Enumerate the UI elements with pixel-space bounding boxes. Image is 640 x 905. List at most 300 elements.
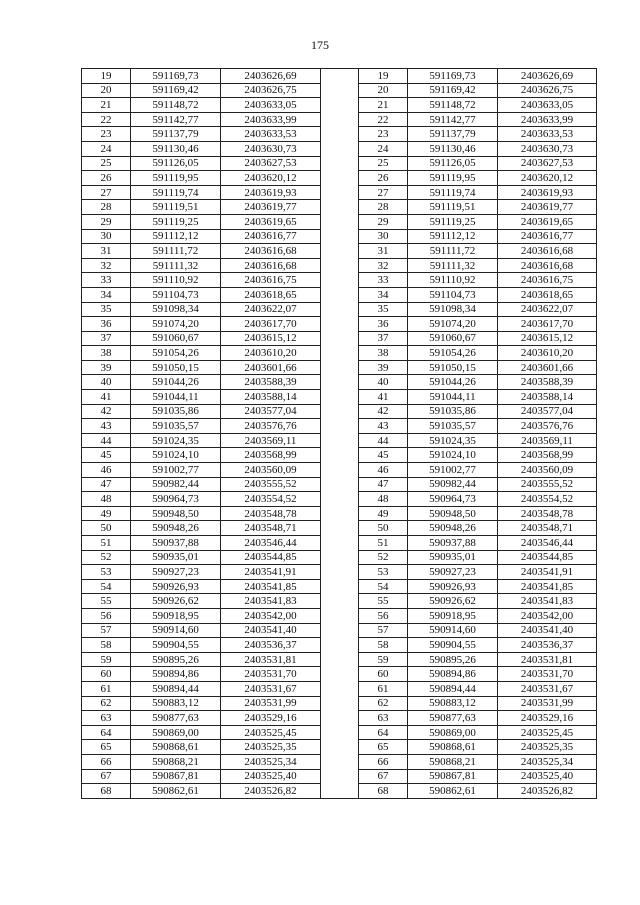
right-point-number: 49 — [359, 506, 408, 521]
right-coord-x: 591044,11 — [408, 390, 498, 405]
right-point-number: 62 — [359, 696, 408, 711]
right-coord-x: 591035,86 — [408, 404, 498, 419]
column-gap — [321, 550, 359, 565]
table-row — [82, 258, 597, 273]
right-coord-x: 590894,86 — [408, 667, 498, 682]
table-row — [82, 477, 597, 492]
left-coord-y: 2403541,85 — [221, 579, 321, 594]
left-coord-x: 591119,95 — [131, 171, 221, 186]
table-row — [82, 579, 597, 594]
left-coord-y: 2403576,76 — [221, 419, 321, 434]
left-coord-x: 590904,55 — [131, 638, 221, 653]
right-coord-y: 2403616,75 — [498, 273, 597, 288]
right-coord-y: 2403620,12 — [498, 171, 597, 186]
right-coord-x: 590964,73 — [408, 492, 498, 507]
table-row — [82, 317, 597, 332]
right-coord-y: 2403601,66 — [498, 360, 597, 375]
left-point-number: 31 — [82, 244, 131, 259]
right-coord-x: 590927,23 — [408, 565, 498, 580]
left-coord-x: 590894,86 — [131, 667, 221, 682]
right-point-number: 31 — [359, 244, 408, 259]
left-coord-x: 591098,34 — [131, 302, 221, 317]
left-coord-x: 591169,42 — [131, 83, 221, 98]
left-coord-y: 2403616,68 — [221, 258, 321, 273]
right-coord-x: 590868,21 — [408, 754, 498, 769]
right-point-number: 45 — [359, 448, 408, 463]
right-coord-x: 591169,73 — [408, 69, 498, 84]
left-coord-x: 590914,60 — [131, 623, 221, 638]
left-coord-y: 2403525,45 — [221, 725, 321, 740]
left-point-number: 55 — [82, 594, 131, 609]
right-point-number: 19 — [359, 69, 408, 84]
left-coord-x: 590927,23 — [131, 565, 221, 580]
left-coord-y: 2403546,44 — [221, 536, 321, 551]
table-row — [82, 521, 597, 536]
left-point-number: 36 — [82, 317, 131, 332]
right-point-number: 66 — [359, 754, 408, 769]
table-row — [82, 83, 597, 98]
right-coord-y: 2403617,70 — [498, 317, 597, 332]
right-point-number: 68 — [359, 784, 408, 799]
left-point-number: 58 — [82, 638, 131, 653]
right-coord-y: 2403526,82 — [498, 784, 597, 799]
column-gap — [321, 594, 359, 609]
right-coord-y: 2403560,09 — [498, 463, 597, 478]
right-coord-y: 2403618,65 — [498, 287, 597, 302]
right-coord-x: 590948,26 — [408, 521, 498, 536]
column-gap — [321, 784, 359, 799]
left-point-number: 20 — [82, 83, 131, 98]
right-point-number: 48 — [359, 492, 408, 507]
left-point-number: 23 — [82, 127, 131, 142]
left-coord-x: 590869,00 — [131, 725, 221, 740]
left-point-number: 42 — [82, 404, 131, 419]
column-gap — [321, 346, 359, 361]
left-coord-y: 2403617,70 — [221, 317, 321, 332]
column-gap — [321, 521, 359, 536]
left-coord-y: 2403560,09 — [221, 463, 321, 478]
table-row — [82, 696, 597, 711]
left-coord-y: 2403619,93 — [221, 185, 321, 200]
left-coord-x: 591111,72 — [131, 244, 221, 259]
left-coord-x: 591002,77 — [131, 463, 221, 478]
right-coord-y: 2403525,40 — [498, 769, 597, 784]
right-coord-x: 590935,01 — [408, 550, 498, 565]
table-row — [82, 302, 597, 317]
right-point-number: 39 — [359, 360, 408, 375]
left-coord-y: 2403630,73 — [221, 141, 321, 156]
right-coord-y: 2403525,35 — [498, 740, 597, 755]
left-point-number: 29 — [82, 214, 131, 229]
left-point-number: 53 — [82, 565, 131, 580]
right-coord-y: 2403568,99 — [498, 448, 597, 463]
left-coord-y: 2403544,85 — [221, 550, 321, 565]
right-coord-x: 590918,95 — [408, 608, 498, 623]
left-coord-y: 2403542,00 — [221, 608, 321, 623]
right-coord-x: 591130,46 — [408, 141, 498, 156]
column-gap — [321, 711, 359, 726]
table-row — [82, 112, 597, 127]
table-row — [82, 273, 597, 288]
right-coord-y: 2403588,39 — [498, 375, 597, 390]
left-point-number: 35 — [82, 302, 131, 317]
left-coord-y: 2403529,16 — [221, 711, 321, 726]
table-row — [82, 98, 597, 113]
left-coord-x: 591126,05 — [131, 156, 221, 171]
right-coord-y: 2403531,99 — [498, 696, 597, 711]
right-coord-x: 590937,88 — [408, 536, 498, 551]
right-coord-x: 591148,72 — [408, 98, 498, 113]
left-coord-y: 2403633,05 — [221, 98, 321, 113]
right-coord-x: 591050,15 — [408, 360, 498, 375]
right-coord-y: 2403542,00 — [498, 608, 597, 623]
right-point-number: 61 — [359, 681, 408, 696]
left-point-number: 33 — [82, 273, 131, 288]
right-point-number: 34 — [359, 287, 408, 302]
left-point-number: 37 — [82, 331, 131, 346]
left-coord-x: 591044,11 — [131, 390, 221, 405]
right-coord-x: 590926,62 — [408, 594, 498, 609]
right-coord-x: 591119,95 — [408, 171, 498, 186]
left-point-number: 63 — [82, 711, 131, 726]
column-gap — [321, 331, 359, 346]
right-coord-x: 590914,60 — [408, 623, 498, 638]
left-coord-y: 2403531,67 — [221, 681, 321, 696]
table-row — [82, 171, 597, 186]
left-coord-y: 2403548,71 — [221, 521, 321, 536]
table-row — [82, 565, 597, 580]
right-point-number: 67 — [359, 769, 408, 784]
right-coord-y: 2403622,07 — [498, 302, 597, 317]
column-gap — [321, 258, 359, 273]
right-point-number: 33 — [359, 273, 408, 288]
column-gap — [321, 652, 359, 667]
column-gap — [321, 740, 359, 755]
left-point-number: 57 — [82, 623, 131, 638]
right-coord-y: 2403531,81 — [498, 652, 597, 667]
left-point-number: 24 — [82, 141, 131, 156]
column-gap — [321, 127, 359, 142]
column-gap — [321, 214, 359, 229]
right-coord-x: 591112,12 — [408, 229, 498, 244]
table-row — [82, 769, 597, 784]
table-row — [82, 287, 597, 302]
right-coord-x: 590877,63 — [408, 711, 498, 726]
left-point-number: 34 — [82, 287, 131, 302]
left-coord-y: 2403568,99 — [221, 448, 321, 463]
column-gap — [321, 419, 359, 434]
column-gap — [321, 725, 359, 740]
right-point-number: 54 — [359, 579, 408, 594]
column-gap — [321, 769, 359, 784]
left-coord-y: 2403526,82 — [221, 784, 321, 799]
left-point-number: 32 — [82, 258, 131, 273]
left-coord-x: 591035,57 — [131, 419, 221, 434]
column-gap — [321, 171, 359, 186]
right-point-number: 46 — [359, 463, 408, 478]
table-row — [82, 492, 597, 507]
column-gap — [321, 565, 359, 580]
table-row — [82, 608, 597, 623]
right-coord-y: 2403616,77 — [498, 229, 597, 244]
column-gap — [321, 302, 359, 317]
table-row — [82, 667, 597, 682]
column-gap — [321, 98, 359, 113]
table-row — [82, 536, 597, 551]
left-coord-x: 590862,61 — [131, 784, 221, 799]
column-gap — [321, 156, 359, 171]
column-gap — [321, 287, 359, 302]
left-coord-x: 591060,67 — [131, 331, 221, 346]
left-coord-y: 2403525,35 — [221, 740, 321, 755]
right-point-number: 44 — [359, 433, 408, 448]
table-row — [82, 623, 597, 638]
left-coord-x: 591024,10 — [131, 448, 221, 463]
table-row — [82, 725, 597, 740]
right-coord-y: 2403619,77 — [498, 200, 597, 215]
left-coord-x: 591035,86 — [131, 404, 221, 419]
left-point-number: 52 — [82, 550, 131, 565]
column-gap — [321, 433, 359, 448]
left-coord-x: 590948,50 — [131, 506, 221, 521]
left-coord-y: 2403633,53 — [221, 127, 321, 142]
left-coord-x: 591104,73 — [131, 287, 221, 302]
table-row — [82, 69, 597, 84]
left-point-number: 62 — [82, 696, 131, 711]
left-point-number: 60 — [82, 667, 131, 682]
table-row — [82, 711, 597, 726]
right-coord-x: 591142,77 — [408, 112, 498, 127]
right-point-number: 21 — [359, 98, 408, 113]
left-coord-x: 590868,21 — [131, 754, 221, 769]
right-coord-x: 590869,00 — [408, 725, 498, 740]
left-coord-x: 590895,26 — [131, 652, 221, 667]
right-point-number: 60 — [359, 667, 408, 682]
table-row — [82, 127, 597, 142]
left-point-number: 59 — [82, 652, 131, 667]
right-coord-y: 2403615,12 — [498, 331, 597, 346]
column-gap — [321, 83, 359, 98]
right-coord-x: 591119,25 — [408, 214, 498, 229]
column-gap — [321, 404, 359, 419]
table-row — [82, 433, 597, 448]
left-coord-y: 2403548,78 — [221, 506, 321, 521]
right-coord-y: 2403627,53 — [498, 156, 597, 171]
right-coord-x: 591074,20 — [408, 317, 498, 332]
column-gap — [321, 506, 359, 521]
left-coord-x: 591119,25 — [131, 214, 221, 229]
table-row — [82, 681, 597, 696]
right-coord-x: 591111,72 — [408, 244, 498, 259]
left-coord-x: 591137,79 — [131, 127, 221, 142]
right-coord-x: 591111,32 — [408, 258, 498, 273]
right-point-number: 47 — [359, 477, 408, 492]
right-coord-x: 590895,26 — [408, 652, 498, 667]
left-point-number: 40 — [82, 375, 131, 390]
right-coord-x: 590982,44 — [408, 477, 498, 492]
column-gap — [321, 696, 359, 711]
table-row — [82, 638, 597, 653]
right-coord-y: 2403577,04 — [498, 404, 597, 419]
right-point-number: 35 — [359, 302, 408, 317]
right-point-number: 51 — [359, 536, 408, 551]
right-coord-x: 591119,74 — [408, 185, 498, 200]
right-coord-y: 2403616,68 — [498, 244, 597, 259]
right-coord-x: 591126,05 — [408, 156, 498, 171]
column-gap — [321, 244, 359, 259]
left-point-number: 49 — [82, 506, 131, 521]
left-coord-x: 591119,51 — [131, 200, 221, 215]
left-coord-y: 2403536,37 — [221, 638, 321, 653]
left-coord-x: 591044,26 — [131, 375, 221, 390]
left-coord-x: 590877,63 — [131, 711, 221, 726]
right-point-number: 55 — [359, 594, 408, 609]
left-coord-x: 591111,32 — [131, 258, 221, 273]
right-coord-y: 2403633,53 — [498, 127, 597, 142]
left-coord-y: 2403525,40 — [221, 769, 321, 784]
right-coord-y: 2403633,99 — [498, 112, 597, 127]
right-coord-y: 2403529,16 — [498, 711, 597, 726]
left-coord-y: 2403619,65 — [221, 214, 321, 229]
left-coord-y: 2403588,14 — [221, 390, 321, 405]
left-coord-x: 590964,73 — [131, 492, 221, 507]
left-coord-y: 2403622,07 — [221, 302, 321, 317]
right-coord-y: 2403525,34 — [498, 754, 597, 769]
right-coord-x: 591002,77 — [408, 463, 498, 478]
right-point-number: 58 — [359, 638, 408, 653]
left-point-number: 61 — [82, 681, 131, 696]
left-coord-y: 2403588,39 — [221, 375, 321, 390]
column-gap — [321, 681, 359, 696]
right-coord-x: 590948,50 — [408, 506, 498, 521]
left-point-number: 41 — [82, 390, 131, 405]
right-coord-x: 590894,44 — [408, 681, 498, 696]
left-point-number: 64 — [82, 725, 131, 740]
right-point-number: 53 — [359, 565, 408, 580]
left-coord-x: 591142,77 — [131, 112, 221, 127]
right-point-number: 37 — [359, 331, 408, 346]
right-coord-y: 2403619,65 — [498, 214, 597, 229]
column-gap — [321, 463, 359, 478]
table-row — [82, 360, 597, 375]
right-coord-y: 2403541,85 — [498, 579, 597, 594]
right-point-number: 28 — [359, 200, 408, 215]
table-row — [82, 141, 597, 156]
column-gap — [321, 638, 359, 653]
right-coord-x: 591104,73 — [408, 287, 498, 302]
left-coord-x: 590883,12 — [131, 696, 221, 711]
left-coord-x: 590926,62 — [131, 594, 221, 609]
left-coord-y: 2403627,53 — [221, 156, 321, 171]
left-point-number: 25 — [82, 156, 131, 171]
left-coord-x: 590926,93 — [131, 579, 221, 594]
left-coord-y: 2403610,20 — [221, 346, 321, 361]
right-point-number: 32 — [359, 258, 408, 273]
right-point-number: 64 — [359, 725, 408, 740]
right-coord-y: 2403555,52 — [498, 477, 597, 492]
right-coord-x: 591060,67 — [408, 331, 498, 346]
left-coord-y: 2403620,12 — [221, 171, 321, 186]
right-coord-x: 590867,81 — [408, 769, 498, 784]
table-row — [82, 506, 597, 521]
right-point-number: 63 — [359, 711, 408, 726]
right-point-number: 36 — [359, 317, 408, 332]
left-coord-y: 2403554,52 — [221, 492, 321, 507]
table-row — [82, 784, 597, 799]
left-point-number: 46 — [82, 463, 131, 478]
table-row — [82, 346, 597, 361]
right-point-number: 52 — [359, 550, 408, 565]
left-point-number: 56 — [82, 608, 131, 623]
right-coord-y: 2403576,76 — [498, 419, 597, 434]
column-gap — [321, 579, 359, 594]
left-coord-y: 2403616,68 — [221, 244, 321, 259]
page-number: 175 — [311, 38, 329, 52]
left-coord-y: 2403531,81 — [221, 652, 321, 667]
table-row — [82, 331, 597, 346]
left-point-number: 19 — [82, 69, 131, 84]
table-row — [82, 594, 597, 609]
left-coord-x: 590982,44 — [131, 477, 221, 492]
left-coord-x: 591074,20 — [131, 317, 221, 332]
right-coord-y: 2403626,75 — [498, 83, 597, 98]
left-point-number: 47 — [82, 477, 131, 492]
column-gap — [321, 360, 359, 375]
column-gap — [321, 477, 359, 492]
left-coord-y: 2403541,91 — [221, 565, 321, 580]
left-point-number: 21 — [82, 98, 131, 113]
right-coord-y: 2403569,11 — [498, 433, 597, 448]
left-point-number: 30 — [82, 229, 131, 244]
table-row — [82, 200, 597, 215]
right-coord-x: 591054,26 — [408, 346, 498, 361]
right-point-number: 41 — [359, 390, 408, 405]
right-point-number: 42 — [359, 404, 408, 419]
left-coord-x: 591169,73 — [131, 69, 221, 84]
left-point-number: 67 — [82, 769, 131, 784]
right-coord-y: 2403546,44 — [498, 536, 597, 551]
right-point-number: 29 — [359, 214, 408, 229]
left-point-number: 44 — [82, 433, 131, 448]
left-coord-y: 2403531,70 — [221, 667, 321, 682]
left-point-number: 28 — [82, 200, 131, 215]
right-point-number: 25 — [359, 156, 408, 171]
right-point-number: 27 — [359, 185, 408, 200]
column-gap — [321, 608, 359, 623]
table-row — [82, 185, 597, 200]
table-row — [82, 375, 597, 390]
right-coord-x: 590883,12 — [408, 696, 498, 711]
left-coord-x: 591110,92 — [131, 273, 221, 288]
column-gap — [321, 112, 359, 127]
right-point-number: 30 — [359, 229, 408, 244]
left-point-number: 38 — [82, 346, 131, 361]
right-coord-y: 2403544,85 — [498, 550, 597, 565]
column-gap — [321, 317, 359, 332]
column-gap — [321, 754, 359, 769]
left-point-number: 22 — [82, 112, 131, 127]
left-point-number: 26 — [82, 171, 131, 186]
table-row — [82, 156, 597, 171]
right-coord-y: 2403610,20 — [498, 346, 597, 361]
table-row — [82, 390, 597, 405]
left-coord-y: 2403633,99 — [221, 112, 321, 127]
right-point-number: 59 — [359, 652, 408, 667]
column-gap — [321, 273, 359, 288]
left-point-number: 27 — [82, 185, 131, 200]
right-point-number: 43 — [359, 419, 408, 434]
column-gap — [321, 69, 359, 84]
